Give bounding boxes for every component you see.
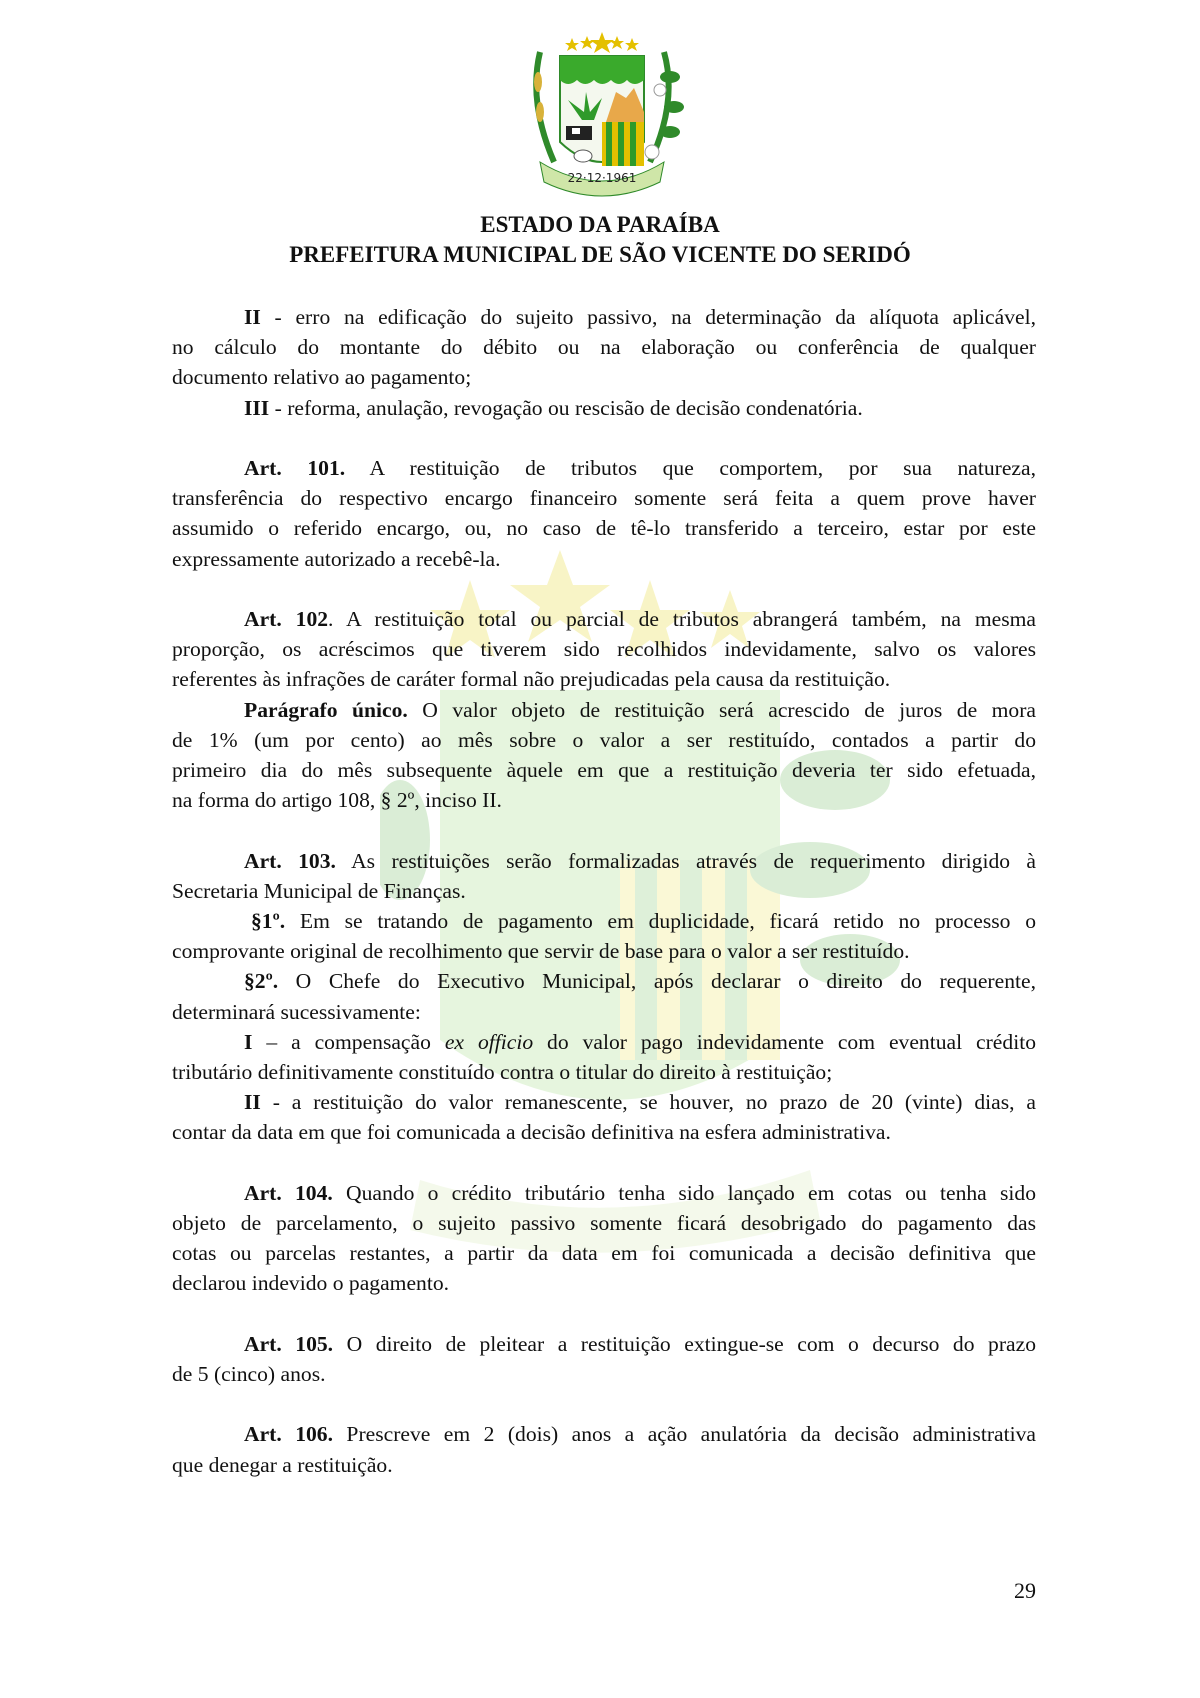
text-segment: - a restituição do valor remanescente, se houver, no prazo de 20 (vinte) dias, a [260,1090,1036,1115]
paragraph [172,846,1036,906]
italic-term: ex officio [444,1029,534,1054]
text-line [172,1178,1036,1208]
text-segment: Em se tratando de pagamento em duplicidade, ficará retido no processo o [285,909,1036,934]
text-segment: - erro na edificação do sujeito passivo, na determinação da alíquota aplicável, [260,305,1036,329]
article-label: Art. 104. [244,1180,333,1205]
text-line [172,1419,1036,1449]
paragraph [172,1329,1036,1389]
text-segment: A restituição de tributos que comportem, por sua natureza, [345,456,1036,480]
text-line: de 5 (cinco) anos. [172,1362,326,1387]
paragraph [172,302,1036,393]
text-line: de 1% (um por cento) ao mês sobre o valor a ser restituído, contados a partir do [172,727,1036,752]
text-line: assumido o referido encargo, ou, no caso de tê-lo transferido a terceiro, estar por este [172,516,1036,541]
text-line [172,302,1036,332]
article-label: §1º. [251,909,286,934]
paragraph [172,1087,1036,1147]
text-segment: - reforma, anulação, revogação ou rescisão de decisão condenatória. [269,395,863,420]
paragraph [172,453,1036,574]
article-label: II [244,305,261,329]
text-line [172,604,1036,634]
text-line: documento relativo ao pagamento; [172,365,472,390]
text-line: expressamente autorizado a recebê-la. [172,546,501,571]
text-segment: O Chefe do Executivo Municipal, após declarar o direito do requerente, [278,969,1036,994]
paragraph [172,906,1036,966]
text-line [172,453,1036,483]
paragraph [172,695,1036,816]
article-label: Art. 101. [244,456,346,480]
text-line: declarou indevido o pagamento. [172,1271,450,1296]
text-segment: O direito de pleitear a restituição extingue-se com o decurso do prazo [333,1331,1036,1356]
text-line: no cálculo do montante do débito ou na elaboração ou conferência de qualquer [172,335,1036,360]
article-label: I [244,1029,253,1054]
article-label: Art. 105. [244,1331,334,1356]
municipality-heading: PREFEITURA MUNICIPAL DE SÃO VICENTE DO SERIDÓ [289,242,911,267]
article-label: Parágrafo único. [244,697,408,722]
text-line: cotas ou parcelas restantes, a partir da data em foi comunicada a decisão definitiva que [172,1241,1036,1266]
text-line: comprovante original de recolhimento que servir de base para o valor a ser restituído. [172,939,910,964]
text-line: Secretaria Municipal de Finanças. [172,878,466,903]
coat-of-arms-logo [510,32,694,200]
text-line [172,1329,1036,1359]
paragraph [172,966,1036,1026]
paragraph [172,393,1036,423]
text-segment: As restituições serão formalizadas através de requerimento dirigido à [335,848,1036,873]
text-line [172,906,1036,936]
document-body [172,302,1036,1480]
logo-date: 22·12·1961 [567,171,637,185]
text-line: objeto de parcelamento, o sujeito passivo somente ficará desobrigado do pagamento das [172,1211,1036,1236]
text-line: tributário definitivamente constituído contra o titular do direito à restituição; [172,1060,833,1085]
text-line [172,1087,1036,1117]
text-line [172,695,1036,725]
text-line: contar da data em que foi comunicada a decisão definitiva na esfera administrativa. [172,1120,891,1145]
text-line: que denegar a restituição. [172,1452,393,1477]
text-line [172,846,1036,876]
text-line: na forma do artigo 108, § 2º, inciso II. [172,788,502,813]
text-segment: O valor objeto de restituição será acrescido de juros de mora [407,697,1037,722]
page-number: 29 [1014,1578,1036,1603]
paragraph [172,1178,1036,1299]
text-line [172,1027,1036,1057]
article-label: II [244,1090,261,1115]
article-label: Art. 102 [244,607,329,631]
text-segment: – a compensação [252,1029,445,1054]
article-label: §2º. [244,969,279,994]
text-line: transferência do respectivo encargo financeiro somente será feita a quem prove haver [172,486,1036,511]
text-line [172,393,1036,423]
article-label: Art. 106. [244,1422,333,1447]
state-heading: ESTADO DA PARAÍBA [480,212,720,237]
text-line [172,966,1036,996]
text-segment: Prescreve em 2 (dois) anos a ação anulatória da decisão administrativa [333,1422,1036,1447]
article-label: Art. 103. [244,848,336,873]
text-line: determinará sucessivamente: [172,999,421,1024]
paragraph [172,1419,1036,1479]
paragraph [172,604,1036,695]
text-line: proporção, os acréscimos que tiverem sido recolhidos indevidamente, salvo os valores [172,637,1036,662]
text-segment: . A restituição total ou parcial de tributos abrangerá também, na mesma [328,607,1036,631]
article-label: III [244,395,270,420]
text-line: referentes às infrações de caráter formal não prejudicadas pela causa da restituição. [172,667,891,692]
text-segment: Quando o crédito tributário tenha sido lançado em cotas ou tenha sido [332,1180,1036,1205]
text-line: primeiro dia do mês subsequente àquele em que a restituição deveria ter sido efetuada, [172,758,1036,783]
text-segment: do valor pago indevidamente com eventual crédito [533,1029,1036,1054]
paragraph [172,1027,1036,1087]
